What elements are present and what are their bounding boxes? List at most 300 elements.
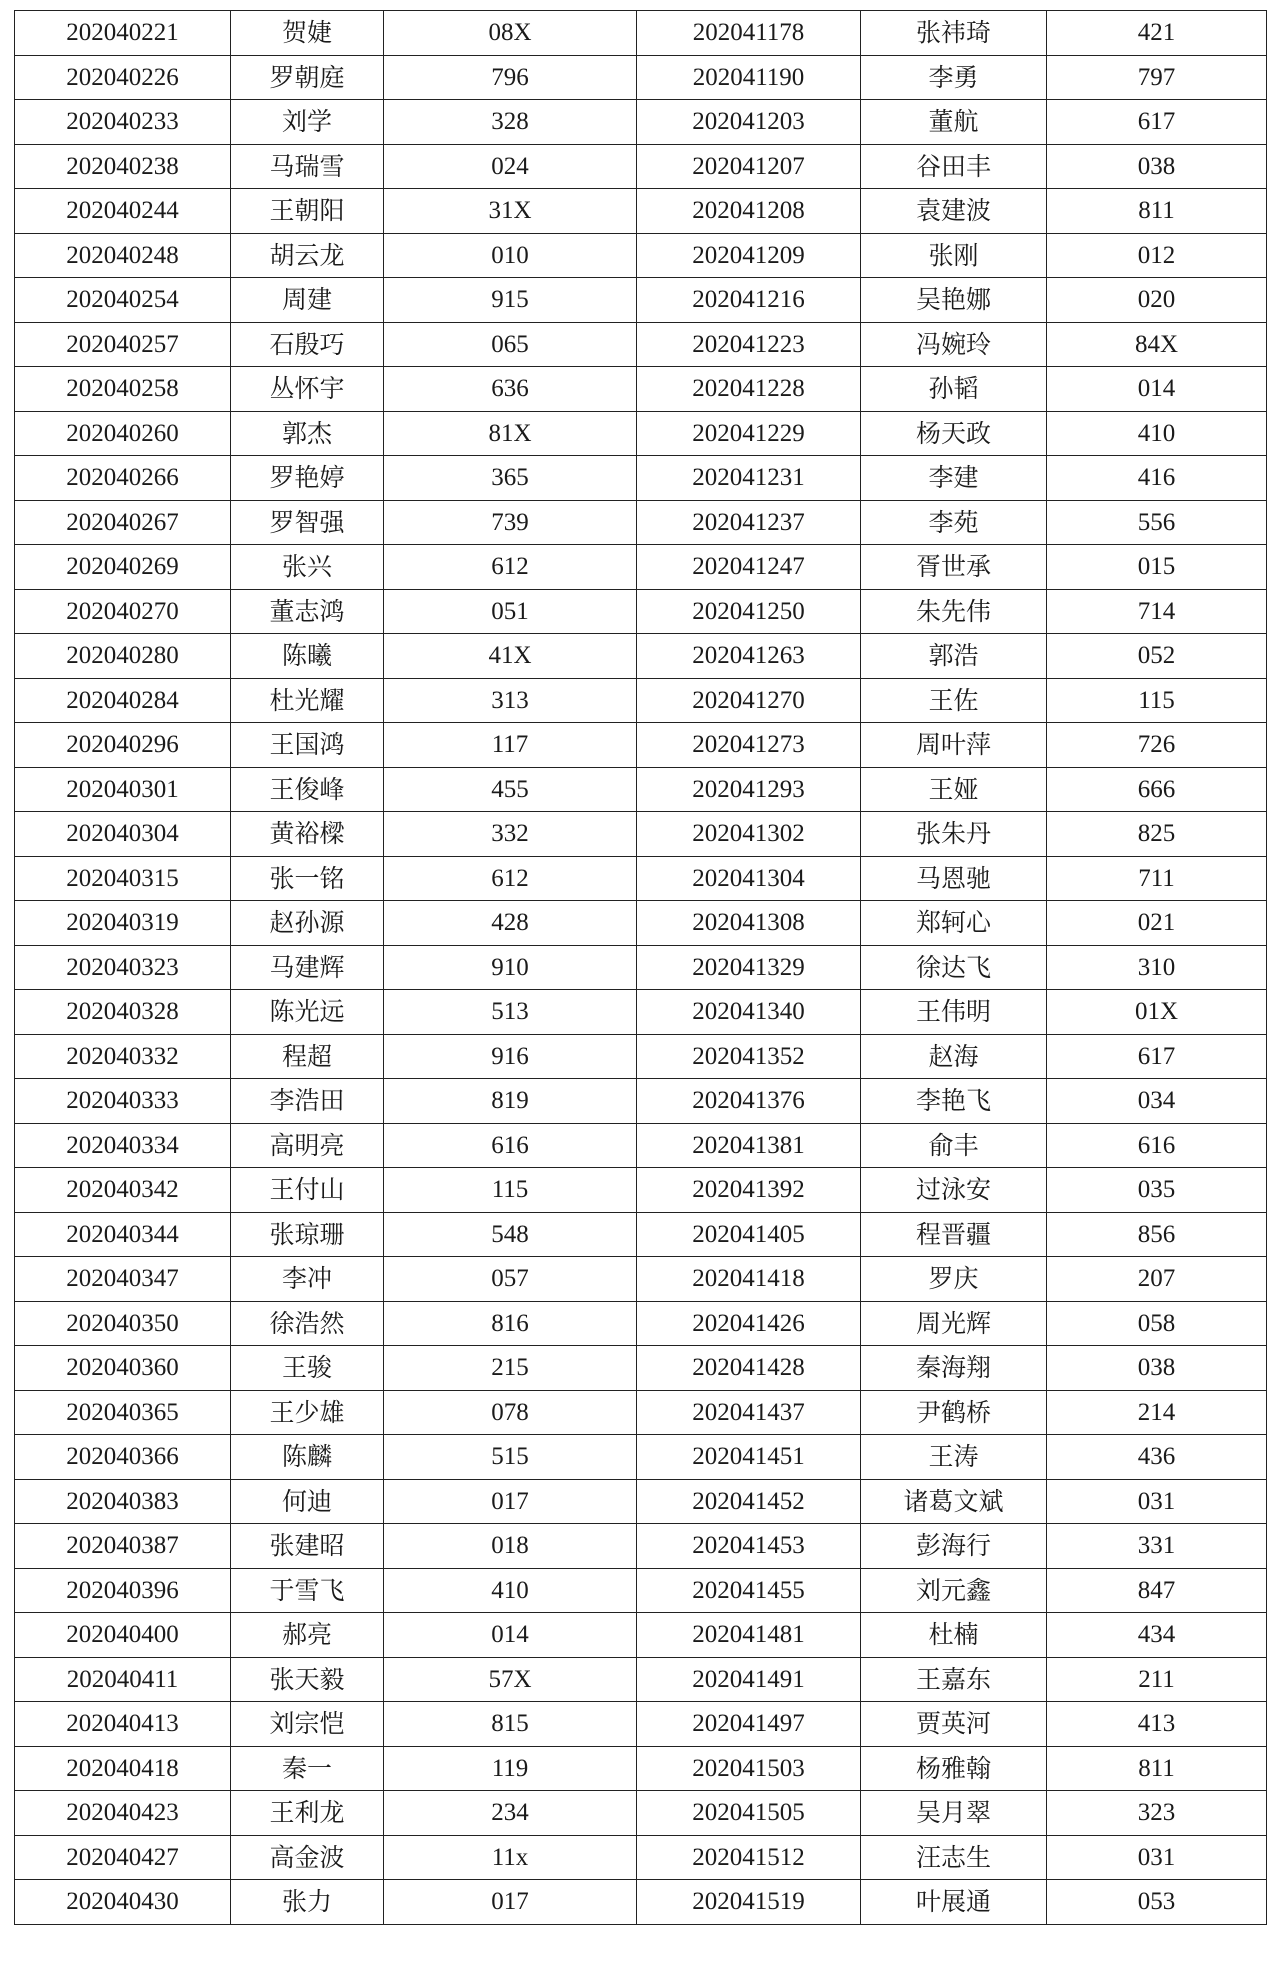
right-id-suffix-cell: 617 <box>1047 1034 1267 1079</box>
right-student-name-cell: 李建 <box>861 456 1047 501</box>
left-student-name-cell: 高明亮 <box>231 1123 384 1168</box>
right-id-suffix-cell: 052 <box>1047 634 1267 679</box>
right-id-suffix-cell: 413 <box>1047 1702 1267 1747</box>
right-student-id-cell: 202041293 <box>637 767 861 812</box>
right-id-suffix-cell: 797 <box>1047 55 1267 100</box>
left-student-name-cell: 丛怀宇 <box>231 367 384 412</box>
left-student-id-cell: 202040244 <box>15 189 231 234</box>
left-student-name-cell: 李冲 <box>231 1257 384 1302</box>
right-student-name-cell: 罗庆 <box>861 1257 1047 1302</box>
right-id-suffix-cell: 207 <box>1047 1257 1267 1302</box>
left-student-id-cell: 202040418 <box>15 1746 231 1791</box>
left-id-suffix-cell: 117 <box>384 723 637 768</box>
table-row <box>15 1880 1267 1925</box>
right-student-id-cell: 202041392 <box>637 1168 861 1213</box>
left-student-id-cell: 202040323 <box>15 945 231 990</box>
right-student-id-cell: 202041452 <box>637 1479 861 1524</box>
right-student-name-cell: 张刚 <box>861 233 1047 278</box>
left-student-name-cell: 李浩田 <box>231 1079 384 1124</box>
left-id-suffix-cell: 41X <box>384 634 637 679</box>
left-id-suffix-cell: 915 <box>384 278 637 323</box>
right-student-name-cell: 汪志生 <box>861 1835 1047 1880</box>
left-id-suffix-cell: 115 <box>384 1168 637 1213</box>
right-student-name-cell: 周叶萍 <box>861 723 1047 768</box>
left-id-suffix-cell: 010 <box>384 233 637 278</box>
right-student-name-cell: 朱先伟 <box>861 589 1047 634</box>
table-row <box>15 545 1267 590</box>
left-student-id-cell: 202040267 <box>15 500 231 545</box>
left-id-suffix-cell: 815 <box>384 1702 637 1747</box>
left-student-id-cell: 202040333 <box>15 1079 231 1124</box>
left-student-id-cell: 202040342 <box>15 1168 231 1213</box>
left-student-name-cell: 张兴 <box>231 545 384 590</box>
left-id-suffix-cell: 57X <box>384 1657 637 1702</box>
left-student-id-cell: 202040280 <box>15 634 231 679</box>
left-id-suffix-cell: 057 <box>384 1257 637 1302</box>
right-id-suffix-cell: 035 <box>1047 1168 1267 1213</box>
left-student-name-cell: 王俊峰 <box>231 767 384 812</box>
right-id-suffix-cell: 031 <box>1047 1835 1267 1880</box>
left-id-suffix-cell: 215 <box>384 1346 637 1391</box>
table-row <box>15 1168 1267 1213</box>
left-id-suffix-cell: 612 <box>384 545 637 590</box>
left-student-name-cell: 王国鸿 <box>231 723 384 768</box>
right-student-name-cell: 程晋疆 <box>861 1212 1047 1257</box>
table-row <box>15 901 1267 946</box>
right-id-suffix-cell: 436 <box>1047 1435 1267 1480</box>
right-student-id-cell: 202041190 <box>637 55 861 100</box>
left-id-suffix-cell: 548 <box>384 1212 637 1257</box>
right-id-suffix-cell: 825 <box>1047 812 1267 857</box>
right-student-id-cell: 202041329 <box>637 945 861 990</box>
right-student-id-cell: 202041497 <box>637 1702 861 1747</box>
left-student-id-cell: 202040319 <box>15 901 231 946</box>
table-row <box>15 1034 1267 1079</box>
table-row <box>15 1791 1267 1836</box>
left-student-id-cell: 202040296 <box>15 723 231 768</box>
left-student-name-cell: 刘宗恺 <box>231 1702 384 1747</box>
table-row <box>15 856 1267 901</box>
right-student-name-cell: 袁建波 <box>861 189 1047 234</box>
left-id-suffix-cell: 08X <box>384 11 637 56</box>
right-id-suffix-cell: 115 <box>1047 678 1267 723</box>
table-row <box>15 1123 1267 1168</box>
table-row <box>15 278 1267 323</box>
right-student-id-cell: 202041381 <box>637 1123 861 1168</box>
left-id-suffix-cell: 018 <box>384 1524 637 1569</box>
left-student-name-cell: 王付山 <box>231 1168 384 1213</box>
left-id-suffix-cell: 410 <box>384 1568 637 1613</box>
left-id-suffix-cell: 616 <box>384 1123 637 1168</box>
left-id-suffix-cell: 816 <box>384 1301 637 1346</box>
right-id-suffix-cell: 856 <box>1047 1212 1267 1257</box>
left-id-suffix-cell: 065 <box>384 322 637 367</box>
left-id-suffix-cell: 428 <box>384 901 637 946</box>
table-row <box>15 1212 1267 1257</box>
right-student-id-cell: 202041228 <box>637 367 861 412</box>
left-id-suffix-cell: 014 <box>384 1613 637 1658</box>
left-student-name-cell: 徐浩然 <box>231 1301 384 1346</box>
right-id-suffix-cell: 811 <box>1047 1746 1267 1791</box>
table-row <box>15 100 1267 145</box>
right-id-suffix-cell: 434 <box>1047 1613 1267 1658</box>
right-student-name-cell: 张朱丹 <box>861 812 1047 857</box>
right-student-name-cell: 周光辉 <box>861 1301 1047 1346</box>
right-student-name-cell: 胥世承 <box>861 545 1047 590</box>
right-id-suffix-cell: 038 <box>1047 144 1267 189</box>
table-row <box>15 1613 1267 1658</box>
right-student-id-cell: 202041231 <box>637 456 861 501</box>
right-student-id-cell: 202041451 <box>637 1435 861 1480</box>
roster-table <box>14 10 1267 1925</box>
right-student-id-cell: 202041519 <box>637 1880 861 1925</box>
right-student-id-cell: 202041428 <box>637 1346 861 1391</box>
left-id-suffix-cell: 051 <box>384 589 637 634</box>
right-student-id-cell: 202041340 <box>637 990 861 1035</box>
left-student-name-cell: 于雪飞 <box>231 1568 384 1613</box>
left-student-id-cell: 202040248 <box>15 233 231 278</box>
right-id-suffix-cell: 020 <box>1047 278 1267 323</box>
right-student-name-cell: 冯婉玲 <box>861 322 1047 367</box>
table-row <box>15 589 1267 634</box>
table-row <box>15 723 1267 768</box>
left-student-id-cell: 202040257 <box>15 322 231 367</box>
left-student-name-cell: 赵孙源 <box>231 901 384 946</box>
left-student-name-cell: 黄裕樑 <box>231 812 384 857</box>
right-id-suffix-cell: 331 <box>1047 1524 1267 1569</box>
left-id-suffix-cell: 328 <box>384 100 637 145</box>
left-student-id-cell: 202040233 <box>15 100 231 145</box>
right-student-name-cell: 尹鹤桥 <box>861 1390 1047 1435</box>
right-student-id-cell: 202041273 <box>637 723 861 768</box>
left-student-id-cell: 202040366 <box>15 1435 231 1480</box>
right-student-id-cell: 202041491 <box>637 1657 861 1702</box>
right-student-name-cell: 秦海翔 <box>861 1346 1047 1391</box>
right-id-suffix-cell: 053 <box>1047 1880 1267 1925</box>
left-student-name-cell: 胡云龙 <box>231 233 384 278</box>
table-row <box>15 55 1267 100</box>
left-student-id-cell: 202040221 <box>15 11 231 56</box>
right-id-suffix-cell: 015 <box>1047 545 1267 590</box>
left-student-name-cell: 程超 <box>231 1034 384 1079</box>
table-row <box>15 1479 1267 1524</box>
left-student-id-cell: 202040301 <box>15 767 231 812</box>
left-student-id-cell: 202040238 <box>15 144 231 189</box>
left-id-suffix-cell: 11x <box>384 1835 637 1880</box>
right-student-id-cell: 202041455 <box>637 1568 861 1613</box>
left-student-id-cell: 202040269 <box>15 545 231 590</box>
right-id-suffix-cell: 014 <box>1047 367 1267 412</box>
table-row <box>15 1524 1267 1569</box>
left-id-suffix-cell: 455 <box>384 767 637 812</box>
left-student-name-cell: 陈光远 <box>231 990 384 1035</box>
right-student-name-cell: 王佐 <box>861 678 1047 723</box>
right-student-id-cell: 202041203 <box>637 100 861 145</box>
left-student-name-cell: 郝亮 <box>231 1613 384 1658</box>
table-row <box>15 945 1267 990</box>
right-student-name-cell: 徐达飞 <box>861 945 1047 990</box>
left-student-id-cell: 202040387 <box>15 1524 231 1569</box>
right-student-name-cell: 刘元鑫 <box>861 1568 1047 1613</box>
table-row <box>15 189 1267 234</box>
right-student-id-cell: 202041308 <box>637 901 861 946</box>
left-id-suffix-cell: 910 <box>384 945 637 990</box>
left-id-suffix-cell: 119 <box>384 1746 637 1791</box>
left-id-suffix-cell: 024 <box>384 144 637 189</box>
left-id-suffix-cell: 819 <box>384 1079 637 1124</box>
table-row <box>15 990 1267 1035</box>
right-student-name-cell: 彭海行 <box>861 1524 1047 1569</box>
left-id-suffix-cell: 636 <box>384 367 637 412</box>
left-student-id-cell: 202040413 <box>15 1702 231 1747</box>
right-student-name-cell: 贾英河 <box>861 1702 1047 1747</box>
left-id-suffix-cell: 612 <box>384 856 637 901</box>
left-student-id-cell: 202040266 <box>15 456 231 501</box>
right-student-name-cell: 赵海 <box>861 1034 1047 1079</box>
right-student-name-cell: 张祎琦 <box>861 11 1047 56</box>
right-id-suffix-cell: 421 <box>1047 11 1267 56</box>
left-student-name-cell: 张琼珊 <box>231 1212 384 1257</box>
left-student-name-cell: 罗艳婷 <box>231 456 384 501</box>
right-student-name-cell: 诸葛文斌 <box>861 1479 1047 1524</box>
right-id-suffix-cell: 031 <box>1047 1479 1267 1524</box>
right-student-name-cell: 叶展通 <box>861 1880 1047 1925</box>
left-id-suffix-cell: 739 <box>384 500 637 545</box>
right-student-id-cell: 202041426 <box>637 1301 861 1346</box>
right-student-id-cell: 202041263 <box>637 634 861 679</box>
table-row <box>15 1657 1267 1702</box>
right-id-suffix-cell: 84X <box>1047 322 1267 367</box>
table-row <box>15 1746 1267 1791</box>
right-student-name-cell: 王伟明 <box>861 990 1047 1035</box>
right-student-id-cell: 202041418 <box>637 1257 861 1302</box>
right-student-name-cell: 王娅 <box>861 767 1047 812</box>
table-row <box>15 1702 1267 1747</box>
left-student-name-cell: 张一铭 <box>231 856 384 901</box>
left-id-suffix-cell: 515 <box>384 1435 637 1480</box>
right-id-suffix-cell: 726 <box>1047 723 1267 768</box>
right-student-id-cell: 202041481 <box>637 1613 861 1658</box>
right-student-id-cell: 202041405 <box>637 1212 861 1257</box>
right-id-suffix-cell: 211 <box>1047 1657 1267 1702</box>
right-student-id-cell: 202041178 <box>637 11 861 56</box>
right-id-suffix-cell: 012 <box>1047 233 1267 278</box>
left-student-id-cell: 202040365 <box>15 1390 231 1435</box>
table-row <box>15 1301 1267 1346</box>
left-id-suffix-cell: 31X <box>384 189 637 234</box>
right-student-id-cell: 202041237 <box>637 500 861 545</box>
right-id-suffix-cell: 021 <box>1047 901 1267 946</box>
left-student-id-cell: 202040270 <box>15 589 231 634</box>
table-row <box>15 11 1267 56</box>
left-student-id-cell: 202040258 <box>15 367 231 412</box>
left-student-id-cell: 202040344 <box>15 1212 231 1257</box>
table-row <box>15 1568 1267 1613</box>
right-id-suffix-cell: 038 <box>1047 1346 1267 1391</box>
right-student-id-cell: 202041505 <box>637 1791 861 1836</box>
left-student-name-cell: 石殷巧 <box>231 322 384 367</box>
right-student-name-cell: 吴艳娜 <box>861 278 1047 323</box>
right-student-id-cell: 202041216 <box>637 278 861 323</box>
left-id-suffix-cell: 916 <box>384 1034 637 1079</box>
left-student-name-cell: 罗朝庭 <box>231 55 384 100</box>
right-student-name-cell: 吴月翠 <box>861 1791 1047 1836</box>
table-row <box>15 767 1267 812</box>
table-row <box>15 1257 1267 1302</box>
left-student-name-cell: 张建昭 <box>231 1524 384 1569</box>
roster-sheet <box>14 10 1266 1925</box>
left-id-suffix-cell: 796 <box>384 55 637 100</box>
left-student-id-cell: 202040260 <box>15 411 231 456</box>
left-student-id-cell: 202040347 <box>15 1257 231 1302</box>
left-student-name-cell: 王利龙 <box>231 1791 384 1836</box>
left-student-id-cell: 202040396 <box>15 1568 231 1613</box>
left-student-id-cell: 202040254 <box>15 278 231 323</box>
right-student-id-cell: 202041437 <box>637 1390 861 1435</box>
left-student-name-cell: 杜光耀 <box>231 678 384 723</box>
right-id-suffix-cell: 811 <box>1047 189 1267 234</box>
left-student-id-cell: 202040400 <box>15 1613 231 1658</box>
left-student-id-cell: 202040304 <box>15 812 231 857</box>
right-student-name-cell: 过泳安 <box>861 1168 1047 1213</box>
left-student-id-cell: 202040350 <box>15 1301 231 1346</box>
table-row <box>15 1835 1267 1880</box>
left-student-id-cell: 202040430 <box>15 1880 231 1925</box>
right-student-name-cell: 杨雅翰 <box>861 1746 1047 1791</box>
right-student-id-cell: 202041352 <box>637 1034 861 1079</box>
right-student-id-cell: 202041208 <box>637 189 861 234</box>
left-id-suffix-cell: 078 <box>384 1390 637 1435</box>
right-id-suffix-cell: 410 <box>1047 411 1267 456</box>
left-student-name-cell: 郭杰 <box>231 411 384 456</box>
left-student-name-cell: 何迪 <box>231 1479 384 1524</box>
table-row <box>15 678 1267 723</box>
left-student-name-cell: 刘学 <box>231 100 384 145</box>
right-id-suffix-cell: 323 <box>1047 1791 1267 1836</box>
table-row <box>15 1079 1267 1124</box>
left-student-id-cell: 202040383 <box>15 1479 231 1524</box>
right-id-suffix-cell: 058 <box>1047 1301 1267 1346</box>
table-row <box>15 1390 1267 1435</box>
right-student-name-cell: 郭浩 <box>861 634 1047 679</box>
left-student-id-cell: 202040334 <box>15 1123 231 1168</box>
left-student-id-cell: 202040226 <box>15 55 231 100</box>
right-student-name-cell: 李勇 <box>861 55 1047 100</box>
right-id-suffix-cell: 556 <box>1047 500 1267 545</box>
right-id-suffix-cell: 034 <box>1047 1079 1267 1124</box>
left-student-id-cell: 202040332 <box>15 1034 231 1079</box>
table-row <box>15 144 1267 189</box>
right-student-id-cell: 202041304 <box>637 856 861 901</box>
left-id-suffix-cell: 313 <box>384 678 637 723</box>
left-student-id-cell: 202040411 <box>15 1657 231 1702</box>
right-student-id-cell: 202041270 <box>637 678 861 723</box>
table-row <box>15 634 1267 679</box>
left-id-suffix-cell: 365 <box>384 456 637 501</box>
table-row <box>15 367 1267 412</box>
table-row <box>15 456 1267 501</box>
right-student-name-cell: 董航 <box>861 100 1047 145</box>
left-student-id-cell: 202040328 <box>15 990 231 1035</box>
right-id-suffix-cell: 666 <box>1047 767 1267 812</box>
right-student-id-cell: 202041512 <box>637 1835 861 1880</box>
left-student-name-cell: 贺婕 <box>231 11 384 56</box>
right-id-suffix-cell: 214 <box>1047 1390 1267 1435</box>
left-student-name-cell: 周建 <box>231 278 384 323</box>
left-student-name-cell: 陈曦 <box>231 634 384 679</box>
right-student-name-cell: 谷田丰 <box>861 144 1047 189</box>
left-id-suffix-cell: 017 <box>384 1479 637 1524</box>
right-student-id-cell: 202041207 <box>637 144 861 189</box>
roster-table-body <box>15 11 1267 1925</box>
left-student-id-cell: 202040360 <box>15 1346 231 1391</box>
right-id-suffix-cell: 617 <box>1047 100 1267 145</box>
left-student-name-cell: 王少雄 <box>231 1390 384 1435</box>
right-id-suffix-cell: 01X <box>1047 990 1267 1035</box>
left-student-name-cell: 马建辉 <box>231 945 384 990</box>
left-student-id-cell: 202040427 <box>15 1835 231 1880</box>
left-student-name-cell: 张天毅 <box>231 1657 384 1702</box>
left-student-name-cell: 高金波 <box>231 1835 384 1880</box>
left-id-suffix-cell: 81X <box>384 411 637 456</box>
right-id-suffix-cell: 416 <box>1047 456 1267 501</box>
table-row <box>15 322 1267 367</box>
right-student-name-cell: 俞丰 <box>861 1123 1047 1168</box>
table-row <box>15 411 1267 456</box>
right-student-name-cell: 郑轲心 <box>861 901 1047 946</box>
table-row <box>15 500 1267 545</box>
right-student-name-cell: 杨天政 <box>861 411 1047 456</box>
table-row <box>15 1435 1267 1480</box>
right-student-id-cell: 202041503 <box>637 1746 861 1791</box>
right-id-suffix-cell: 310 <box>1047 945 1267 990</box>
right-id-suffix-cell: 714 <box>1047 589 1267 634</box>
left-student-name-cell: 王朝阳 <box>231 189 384 234</box>
left-id-suffix-cell: 017 <box>384 1880 637 1925</box>
right-student-name-cell: 杜楠 <box>861 1613 1047 1658</box>
table-row <box>15 1346 1267 1391</box>
right-student-id-cell: 202041302 <box>637 812 861 857</box>
right-student-id-cell: 202041247 <box>637 545 861 590</box>
right-student-id-cell: 202041250 <box>637 589 861 634</box>
left-student-id-cell: 202040315 <box>15 856 231 901</box>
right-student-name-cell: 王涛 <box>861 1435 1047 1480</box>
right-id-suffix-cell: 616 <box>1047 1123 1267 1168</box>
right-id-suffix-cell: 847 <box>1047 1568 1267 1613</box>
left-student-name-cell: 秦一 <box>231 1746 384 1791</box>
left-student-name-cell: 马瑞雪 <box>231 144 384 189</box>
left-id-suffix-cell: 234 <box>384 1791 637 1836</box>
right-student-name-cell: 李苑 <box>861 500 1047 545</box>
right-student-id-cell: 202041209 <box>637 233 861 278</box>
left-id-suffix-cell: 513 <box>384 990 637 1035</box>
right-student-id-cell: 202041453 <box>637 1524 861 1569</box>
table-row <box>15 233 1267 278</box>
left-student-id-cell: 202040284 <box>15 678 231 723</box>
right-student-name-cell: 王嘉东 <box>861 1657 1047 1702</box>
left-student-name-cell: 张力 <box>231 1880 384 1925</box>
left-student-name-cell: 陈麟 <box>231 1435 384 1480</box>
right-student-id-cell: 202041376 <box>637 1079 861 1124</box>
left-student-name-cell: 罗智强 <box>231 500 384 545</box>
right-student-name-cell: 李艳飞 <box>861 1079 1047 1124</box>
right-student-name-cell: 马恩驰 <box>861 856 1047 901</box>
right-student-id-cell: 202041229 <box>637 411 861 456</box>
left-student-name-cell: 董志鸿 <box>231 589 384 634</box>
left-student-name-cell: 王骏 <box>231 1346 384 1391</box>
left-id-suffix-cell: 332 <box>384 812 637 857</box>
right-student-name-cell: 孙韬 <box>861 367 1047 412</box>
